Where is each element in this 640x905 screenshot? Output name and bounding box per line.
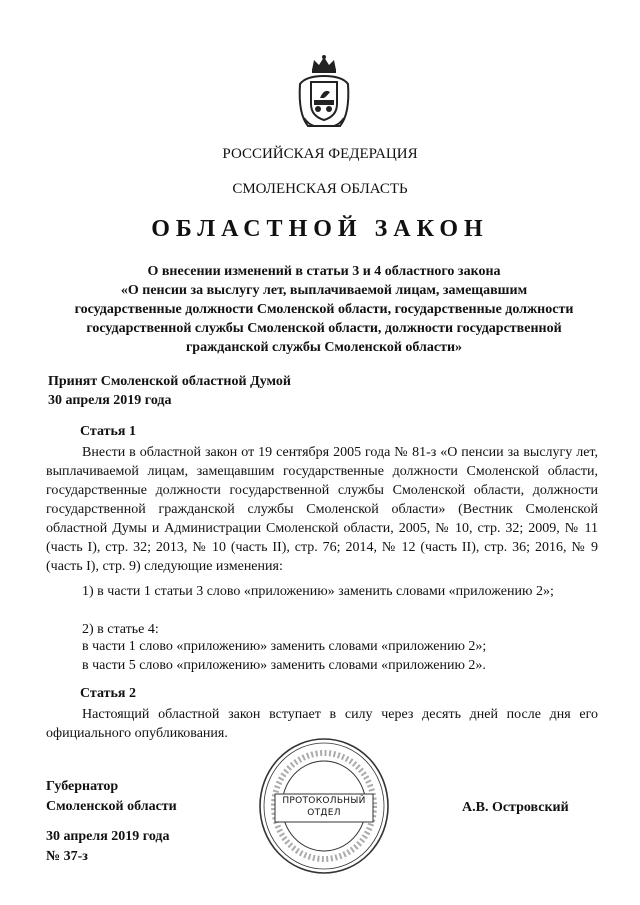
law-title-line: гражданской службы Смоленской области» <box>185 340 463 355</box>
adoption-body: Принят Смоленской областной Думой <box>48 374 291 389</box>
signer-position-line: Губернатор <box>46 779 119 794</box>
signer-position-line: Смоленской области <box>46 799 177 814</box>
article-2-heading: Статья 2 <box>80 686 136 701</box>
adoption-date: 30 апреля 2019 года <box>48 393 172 408</box>
signing-date: 30 апреля 2019 года <box>46 829 170 844</box>
law-title-line: О внесении изменений в статьи 3 и 4 областного закона <box>147 264 501 279</box>
signer-position <box>46 777 177 817</box>
seal-label <box>274 795 374 819</box>
article-2-text: Настоящий областной закон вступает в силу через десять дней после дня его официального опубликования. <box>46 707 598 741</box>
article-1-subitem-2: в части 5 слово «приложению» заменить словами «приложению 2». <box>82 658 486 673</box>
article-1-item-1: 1) в части 1 статьи 3 слово «приложению» заменить словами «приложению 2»; <box>82 584 554 599</box>
article-1-subitem-1: в части 1 слово «приложению» заменить словами «приложению 2»; <box>82 639 487 654</box>
country-name: РОССИЙСКАЯ ФЕДЕРАЦИЯ <box>222 146 418 162</box>
seal-label-line: ПРОТОКОЛЬНЫЙ <box>282 796 366 806</box>
signing-details <box>46 827 170 867</box>
article-1-text: Внести в областной закон от 19 сентября 2005 года № 81-з «О пенсии за выслугу лет, выплачиваемой лицам, замещавшим государственные должности Смоленской области, государственные должности государственной службы Смоленской области, должности государственной гражданской службы Смоленской области» (Вестник Смоленской областной Думы и Администрации Смоленской области, 2005, № 10, стр. 32; 2009, № 11 (часть I), стр. 32; 2013, № 10 (часть II), стр. 76; 2014, № 12 (часть II), стр. 36; 2016, № 9 (часть I), стр. 9) следующие изменения: <box>46 445 598 574</box>
law-title <box>40 262 608 357</box>
adoption-note <box>48 372 291 410</box>
seal-label-line: ОТДЕЛ <box>307 808 341 818</box>
law-number: № 37-з <box>46 849 88 864</box>
signer-name: А.В. Островский <box>462 800 569 815</box>
region-name: СМОЛЕНСКАЯ ОБЛАСТЬ <box>232 181 408 197</box>
smolensk-coat-of-arms-icon <box>294 54 354 132</box>
law-title-line: государственные должности Смоленской области, государственные должности <box>74 302 574 317</box>
document-type: ОБЛАСТНОЙ ЗАКОН <box>151 216 489 242</box>
article-1-item-2: 2) в статье 4: <box>82 622 159 637</box>
article-1-heading: Статья 1 <box>80 424 136 439</box>
law-title-line: «О пенсии за выслугу лет, выплачиваемой лицам, замещавшим <box>120 283 528 298</box>
law-title-line: государственной службы Смоленской области, должности государственной <box>86 321 562 336</box>
